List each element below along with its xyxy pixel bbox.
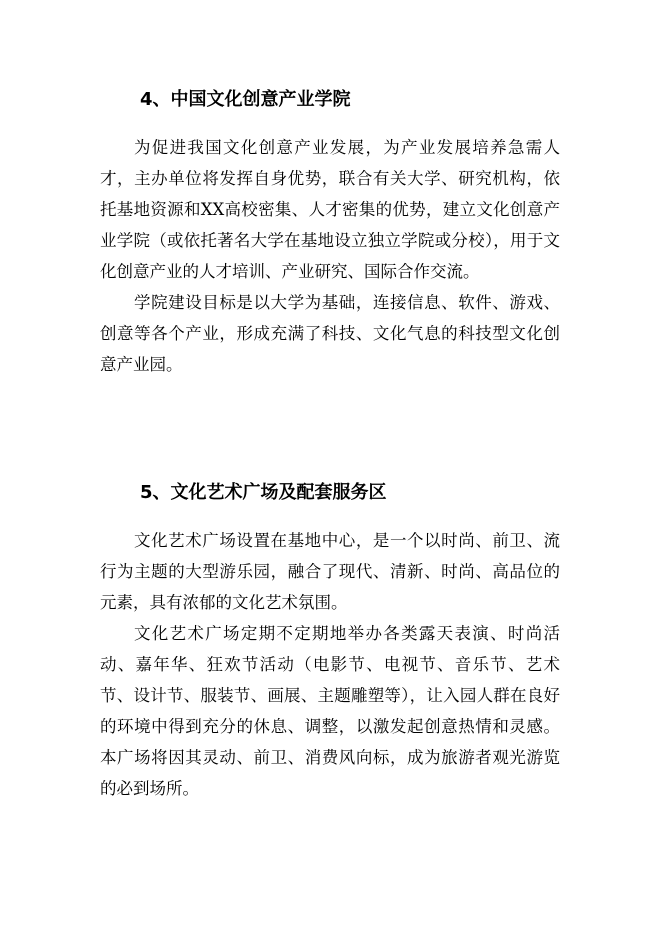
section-body	[100, 525, 560, 804]
section-heading: 4、中国文化创意产业学院	[140, 89, 351, 110]
paragraph: 为促进我国文化创意产业发展，为产业发展培养急需人才，主办单位将发挥自身优势，联合有关大学、研究机构，依托基地资源和XX高校密集、人才密集的优势，建立文化创意产业学院（或依托著名大学在基地设立独立学院或分校），用于文化创意产业的人才培训、产业研究、国际合作交流。	[100, 138, 560, 281]
section-body	[100, 132, 560, 380]
paragraph: 文化艺术广场定期不定期地举办各类露天表演、时尚活动、嘉年华、狂欢节活动（电影节、电视节、音乐节、艺术节、设计节、服装节、画展、主题雕塑等），让入园人群在良好的环境中得到充分的休息、调整，以激发起创意热情和灵感。本广场将因其灵动、前卫、消费风向标，成为旅游者观光游览的必到场所。	[100, 624, 560, 798]
paragraph: 文化艺术广场设置在基地中心，是一个以时尚、前卫、流行为主题的大型游乐园，融合了现代、清新、时尚、高品位的元素，具有浓郁的文化艺术氛围。	[100, 531, 560, 612]
section-chinese-cultural-creative-industry-college	[100, 88, 560, 380]
section-heading: 5、文化艺术广场及配套服务区	[140, 482, 387, 503]
section-culture-art-plaza	[100, 481, 560, 804]
paragraph: 学院建设目标是以大学为基础，连接信息、软件、游戏、创意等各个产业，形成充满了科技、文化气息的科技型文化创意产业园。	[100, 293, 560, 374]
